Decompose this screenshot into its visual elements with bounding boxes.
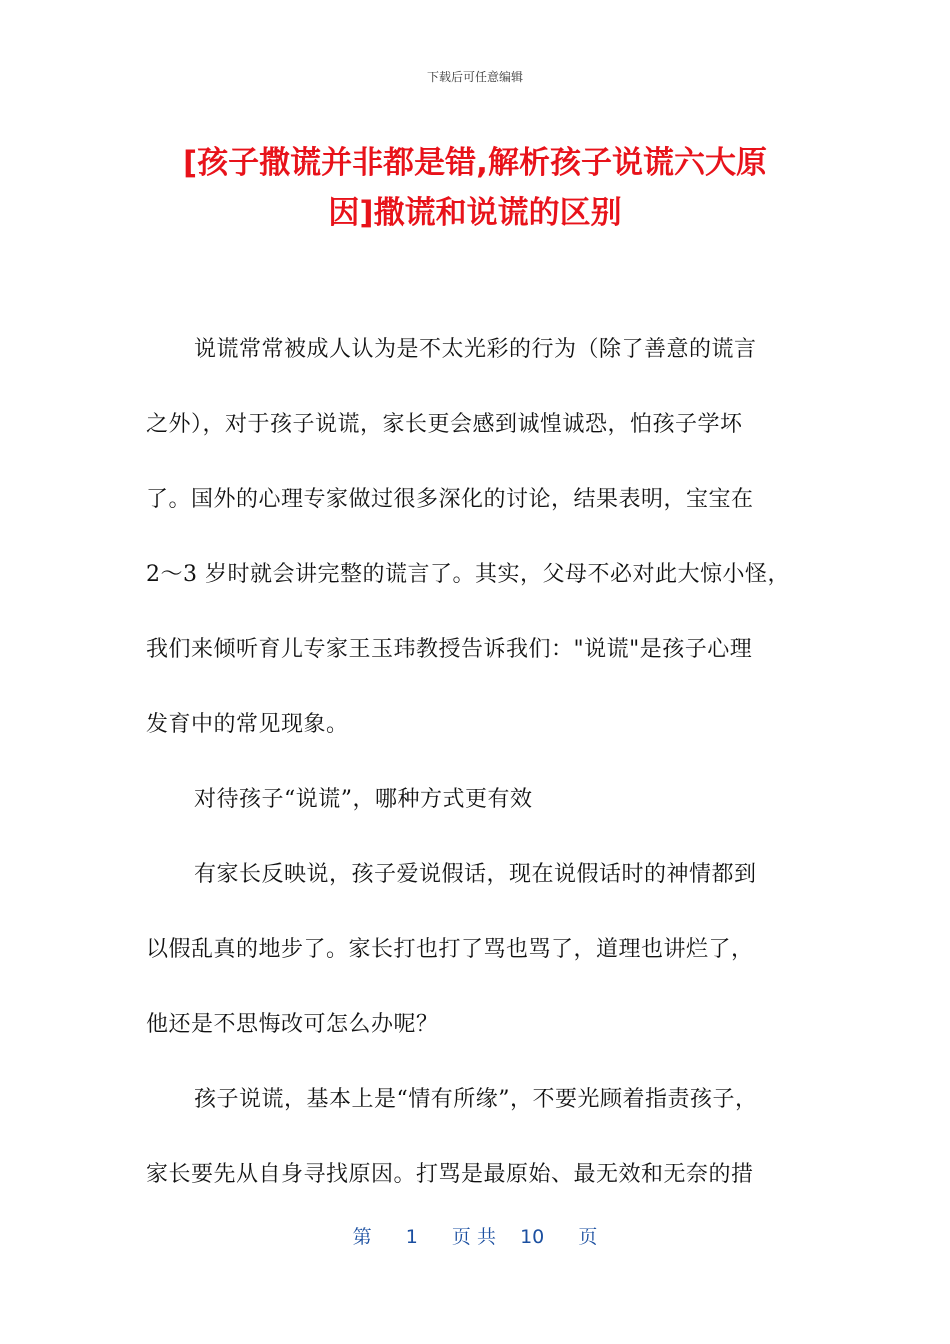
paragraph-line: 之外），对于孩子说谎，家长更会感到诚惶诚恐，怕孩子学坏 <box>146 412 743 437</box>
paragraph-line: 我们来倾听育儿专家王玉玮教授告诉我们："说谎"是孩子心理 <box>146 637 753 662</box>
paragraph-line: 孩子说谎，基本上是“情有所缘”，不要光顾着指责孩子， <box>194 1087 758 1112</box>
footer-prefix: 第 <box>352 1226 372 1248</box>
paragraph-line: 以假乱真的地步了。家长打也打了骂也骂了，道理也讲烂了， <box>146 937 754 962</box>
title-line-1: [孩子撒谎并非都是错,解析孩子说谎六大原 <box>183 145 767 181</box>
footer-page-number: 1 <box>405 1226 418 1248</box>
paragraph-line: 说谎常常被成人认为是不太光彩的行为（除了善意的谎言 <box>194 337 757 362</box>
header-note: 下载后可任意编辑 <box>426 70 523 84</box>
paragraph-line: 2～3 岁时就会讲完整的谎言了。其实，父母不必对此大惊小怪， <box>146 562 790 587</box>
page-footer <box>0 1222 950 1249</box>
paragraph-line: 有家长反映说，孩子爱说假话，现在说假话时的神情都到 <box>194 862 757 887</box>
paragraph-line: 发育中的常见现象。 <box>146 712 349 737</box>
paragraph-line: 了。国外的心理专家做过很多深化的讨论，结果表明，宝宝在 <box>146 487 754 512</box>
footer-total-pages: 10 <box>520 1226 545 1248</box>
document-title <box>100 138 850 238</box>
paragraph-line: 家长要先从自身寻找原因。打骂是最原始、最无效和无奈的措 <box>146 1162 754 1187</box>
section-heading: 对待孩子“说谎”，哪种方式更有效 <box>194 787 533 812</box>
paragraph-line: 他还是不思悔改可怎么办呢？ <box>146 1012 439 1037</box>
footer-suffix: 页 <box>578 1226 598 1248</box>
footer-middle: 页 共 <box>451 1226 496 1248</box>
document-body <box>146 312 808 1212</box>
title-line-2: 因]撒谎和说谎的区别 <box>328 195 622 231</box>
